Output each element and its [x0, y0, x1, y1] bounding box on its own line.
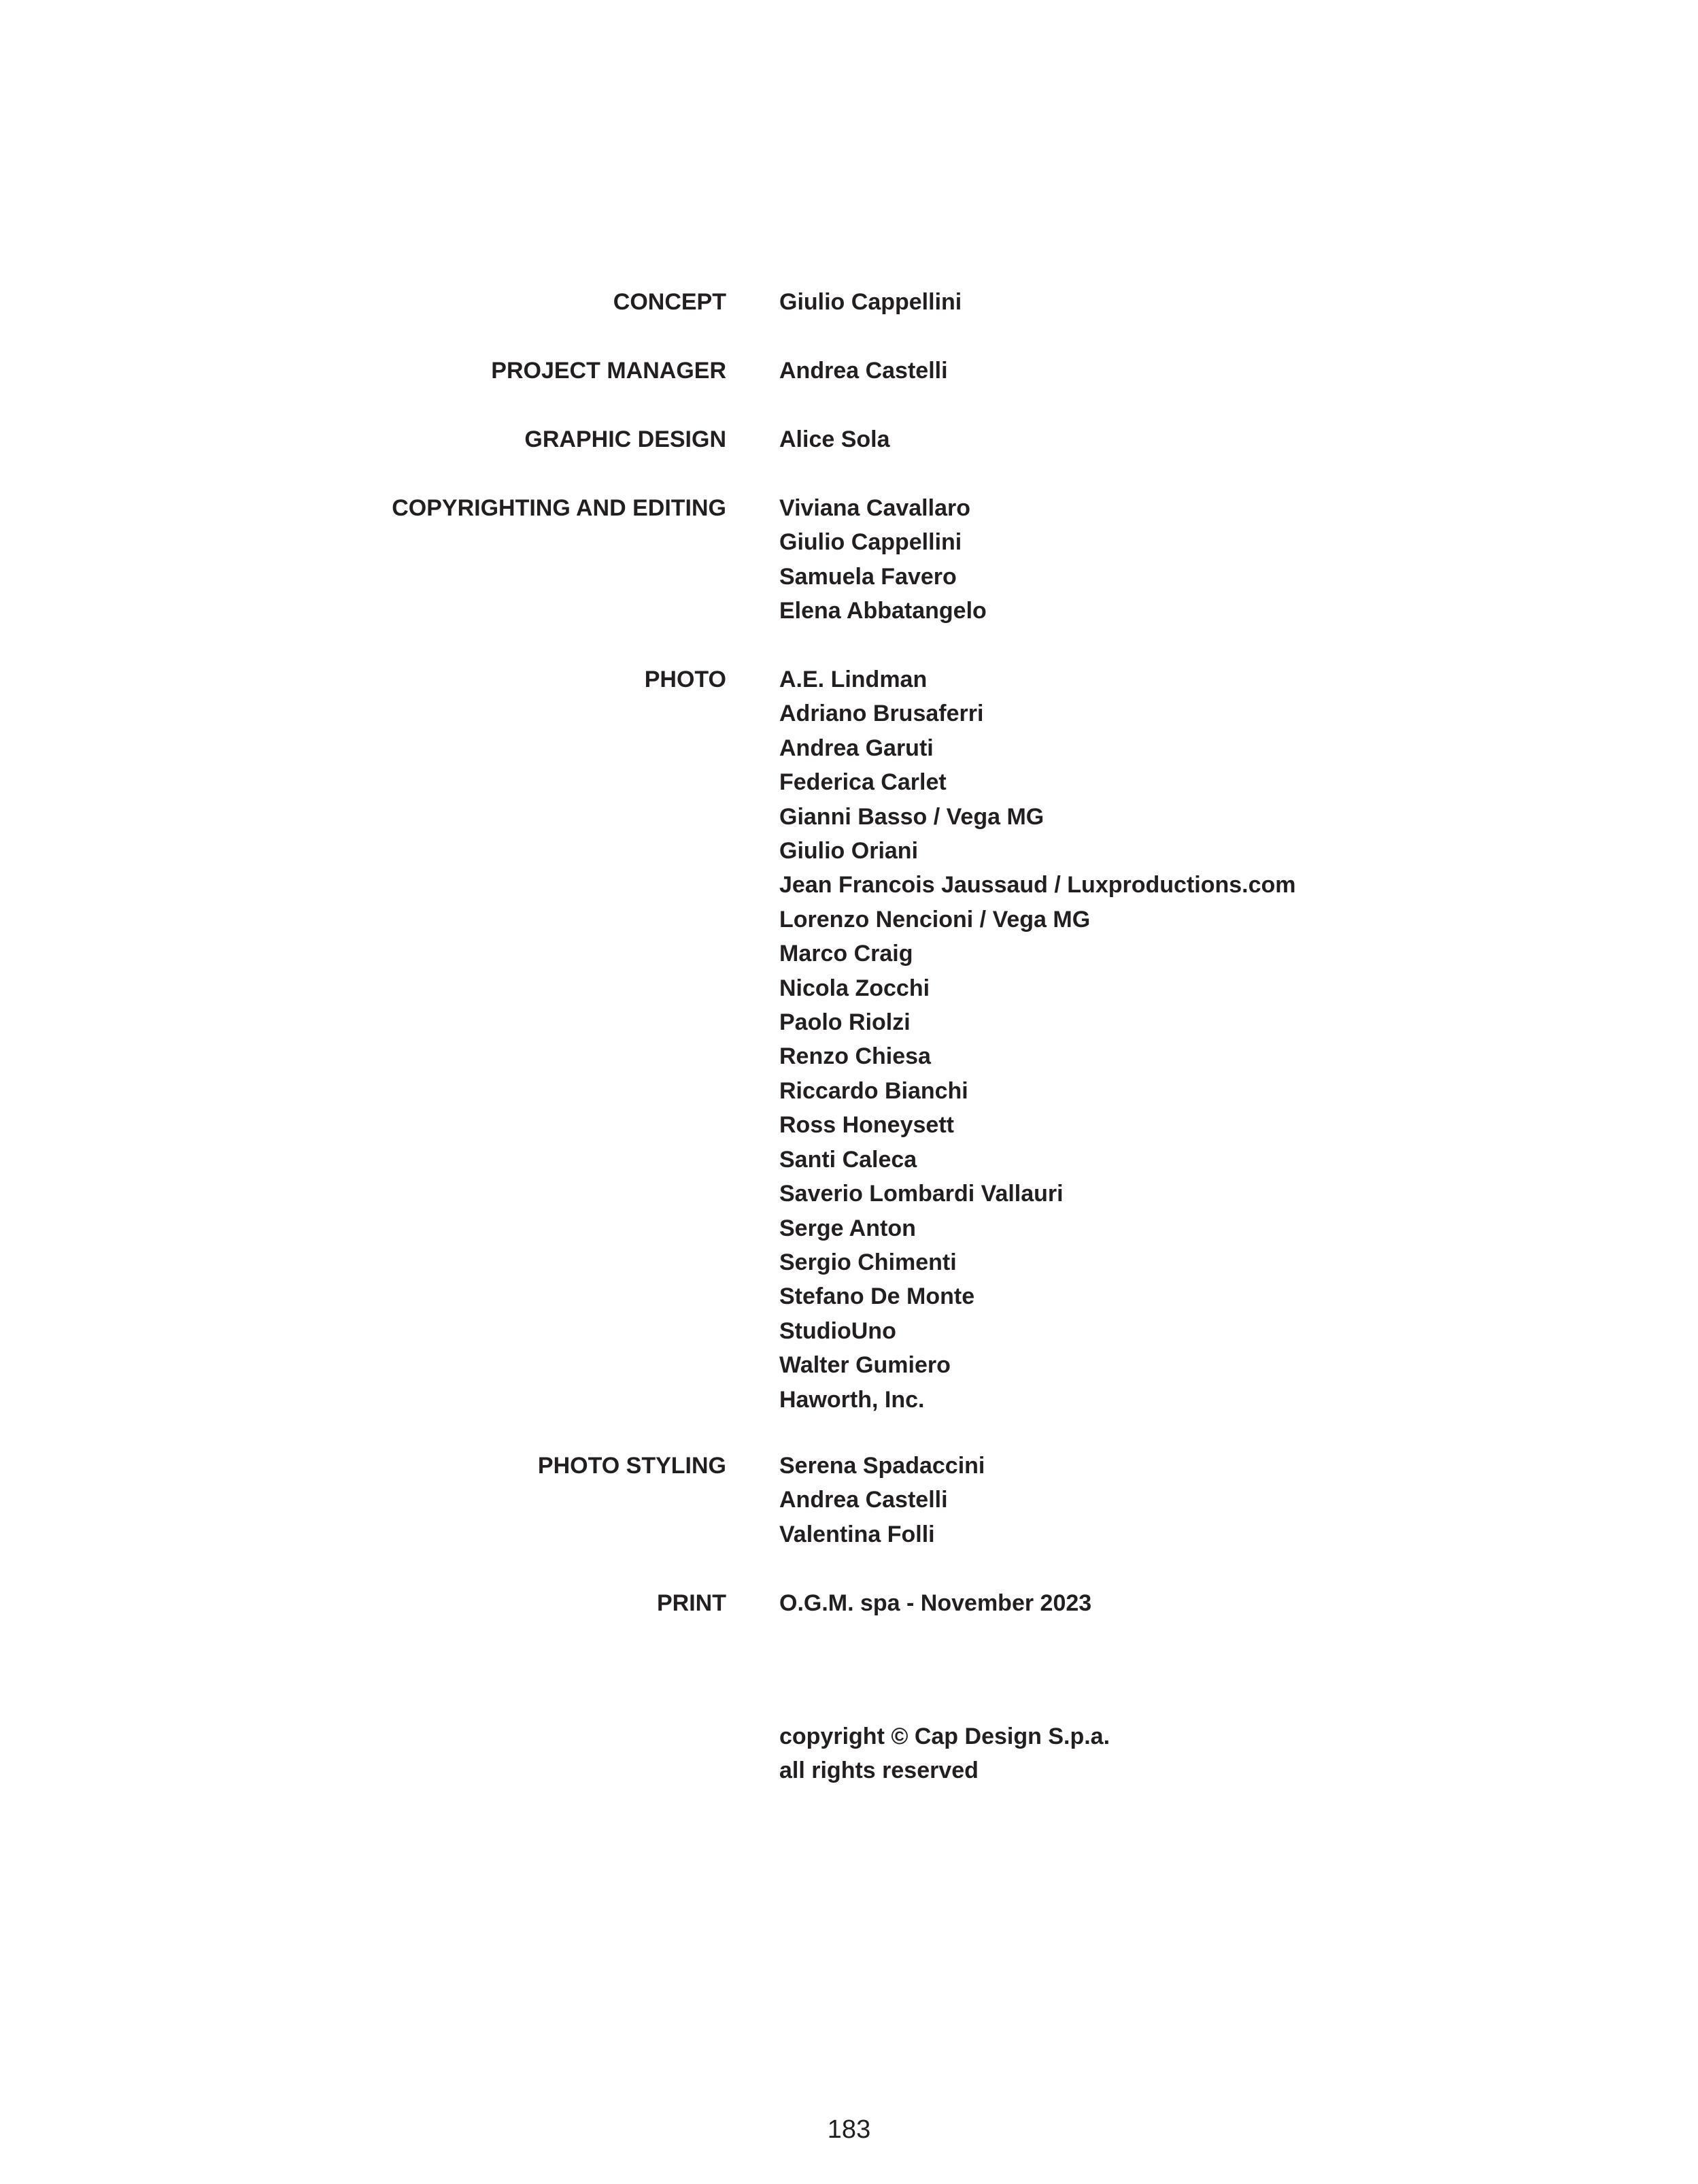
credit-names: [779, 422, 890, 456]
credit-name: Elena Abbatangelo: [779, 598, 987, 624]
credit-name: Giulio Cappellini: [779, 289, 962, 315]
credit-name: Samuela Favero: [779, 563, 957, 590]
credit-names: [779, 1586, 1091, 1620]
credit-name: Andrea Castelli: [779, 1487, 948, 1513]
credit-names: [779, 662, 1296, 1417]
credit-name: Santi Caleca: [779, 1146, 917, 1173]
credit-name: Giulio Oriani: [779, 838, 919, 864]
credit-label: PRINT: [657, 1590, 726, 1616]
credit-name: Giulio Cappellini: [779, 529, 962, 556]
credit-names: [779, 285, 962, 319]
credit-name: Jean Francois Jaussaud / Luxproductions.com: [779, 872, 1296, 898]
credit-name: A.E. Lindman: [779, 667, 928, 692]
credit-name: Alice Sola: [779, 426, 890, 452]
credit-label: PROJECT MANAGER: [491, 358, 726, 384]
copyright-notice: [779, 1719, 1110, 1788]
credit-name: Lorenzo Nencioni / Vega MG: [779, 906, 1091, 933]
credit-name: Viviana Cavallaro: [779, 495, 970, 521]
credit-name: Federica Carlet: [779, 769, 947, 796]
credit-name: Andrea Castelli: [779, 358, 948, 384]
credit-label: GRAPHIC DESIGN: [524, 426, 726, 452]
credit-name: Sergio Chimenti: [779, 1249, 957, 1275]
rights-line: all rights reserved: [779, 1758, 979, 1784]
credit-names: [779, 491, 987, 628]
credit-name: Marco Craig: [779, 941, 913, 967]
credit-name: Ross Honeysett: [779, 1112, 954, 1139]
credit-label: CONCEPT: [613, 289, 726, 315]
credit-name: Stefano De Monte: [779, 1283, 975, 1310]
credit-name: Haworth, Inc.: [779, 1386, 925, 1413]
credit-label: COPYRIGHTING AND EDITING: [392, 495, 726, 521]
copyright-line: copyright © Cap Design S.p.a.: [779, 1724, 1110, 1749]
credit-name: Walter Gumiero: [779, 1352, 951, 1379]
credit-name: Andrea Garuti: [779, 735, 934, 761]
credit-name: O.G.M. spa - November 2023: [779, 1590, 1092, 1616]
credit-name: Paolo Riolzi: [779, 1009, 911, 1036]
credit-label: PHOTO: [644, 667, 726, 692]
credit-names: [779, 354, 948, 388]
credit-name: Adriano Brusaferri: [779, 701, 984, 727]
credit-names: [779, 1449, 985, 1551]
credit-name: Valentina Folli: [779, 1521, 935, 1547]
page-number: 183: [827, 2115, 871, 2144]
credit-name: Saverio Lombardi Vallauri: [779, 1181, 1064, 1207]
credit-name: StudioUno: [779, 1317, 896, 1344]
credit-name: Serena Spadaccini: [779, 1453, 985, 1479]
credit-name: Riccardo Bianchi: [779, 1077, 968, 1104]
credit-label: PHOTO STYLING: [537, 1453, 726, 1479]
credit-name: Renzo Chiesa: [779, 1043, 931, 1070]
credit-name: Serge Anton: [779, 1215, 916, 1241]
credit-name: Gianni Basso / Vega MG: [779, 803, 1045, 830]
credit-name: Nicola Zocchi: [779, 975, 930, 1001]
